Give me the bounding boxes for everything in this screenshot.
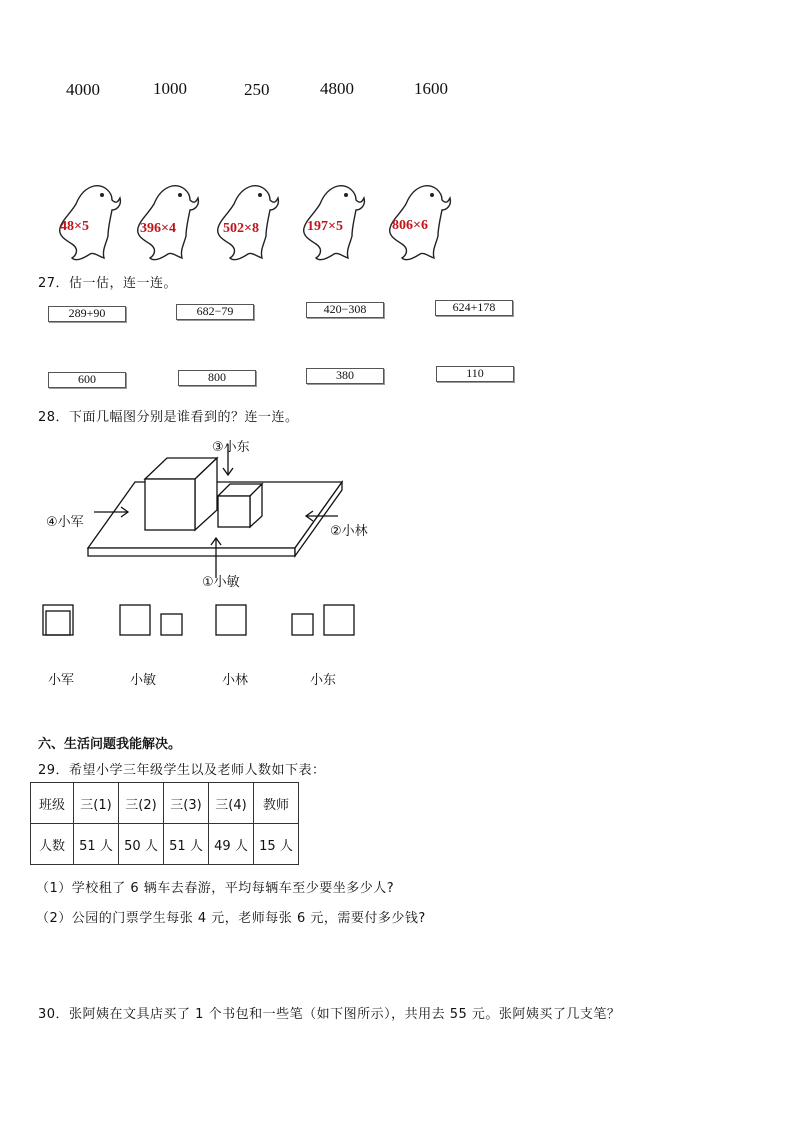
ghost-label-4: 197×5 — [307, 219, 343, 234]
section-six-heading: 六、生活问题我能解决。 — [38, 737, 182, 752]
name-label-4: 小东 — [310, 673, 337, 688]
expression-box-2: 682−79 — [176, 304, 254, 320]
answer-number-2: 1000 — [153, 79, 187, 98]
table-cell: 51 人 — [74, 824, 119, 865]
q28-scene-diagram — [0, 430, 400, 650]
answer-box-3: 380 — [306, 368, 384, 384]
viewer-label-right: ②小林 — [330, 524, 368, 539]
table-cell: 15 人 — [254, 824, 299, 865]
q27-title: 27．估一估，连一连。 — [38, 276, 178, 291]
answer-box-1: 600 — [48, 372, 126, 388]
q29-subquestion-2: （2）公园的门票学生每张 4 元，老师每张 6 元，需要付多少钱? — [36, 911, 426, 926]
answer-box-2: 800 — [178, 370, 256, 386]
table-cell: 三(2) — [119, 783, 164, 824]
answer-number-4: 4800 — [320, 79, 354, 98]
q29-subquestion-1: （1）学校租了 6 辆车去春游，平均每辆车至少要坐多少人? — [36, 881, 395, 896]
viewer-label-front: ①小敏 — [202, 575, 240, 590]
ghost-label-5: 806×6 — [392, 218, 428, 233]
table-cell: 51 人 — [164, 824, 209, 865]
table-cell: 人数 — [31, 824, 74, 865]
viewer-label-top: ③小东 — [212, 440, 250, 455]
table-header-row — [31, 783, 299, 824]
expression-box-1: 289+90 — [48, 306, 126, 322]
answer-box-4: 110 — [436, 366, 514, 382]
viewer-label-left: ④小军 — [46, 515, 84, 530]
table-row — [31, 824, 299, 865]
table-cell: 50 人 — [119, 824, 164, 865]
q30-title: 30．张阿姨在文具店买了 1 个书包和一些笔（如下图所示），共用去 55 元。张阿姨买了几支笔？ — [38, 1007, 621, 1022]
answer-number-3: 250 — [244, 80, 270, 99]
name-label-2: 小敏 — [130, 673, 157, 688]
table-cell: 三(4) — [209, 783, 254, 824]
table-cell: 49 人 — [209, 824, 254, 865]
answer-number-1: 4000 — [66, 80, 100, 99]
table-cell: 班级 — [31, 783, 74, 824]
student-count-table — [30, 782, 299, 865]
ghost-label-2: 396×4 — [140, 221, 176, 236]
table-cell: 教师 — [254, 783, 299, 824]
q28-title: 28．下面几幅图分别是谁看到的？连一连。 — [38, 410, 299, 425]
expression-box-3: 420−308 — [306, 302, 384, 318]
ghost-label-3: 502×8 — [223, 221, 259, 236]
name-label-3: 小林 — [222, 673, 249, 688]
q29-title: 29．希望小学三年级学生以及老师人数如下表： — [38, 763, 326, 778]
name-label-1: 小军 — [48, 673, 75, 688]
answer-number-5: 1600 — [414, 79, 448, 98]
expression-box-4: 624+178 — [435, 300, 513, 316]
table-cell: 三(1) — [74, 783, 119, 824]
table-cell: 三(3) — [164, 783, 209, 824]
ghost-label-1: 48×5 — [60, 219, 89, 234]
